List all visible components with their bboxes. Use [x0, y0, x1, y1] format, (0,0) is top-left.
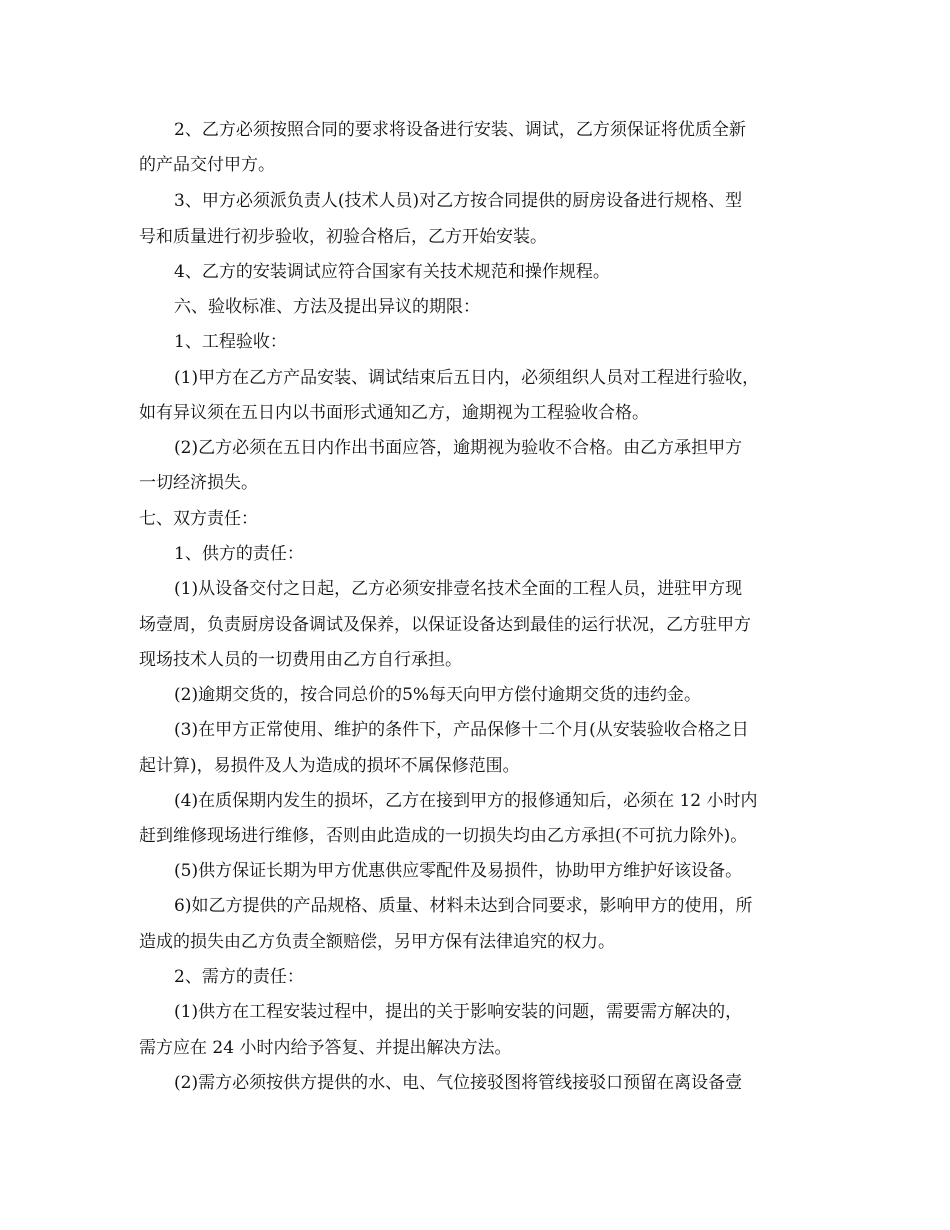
text-line: 需方应在 24 小时内给予答复、并提出解决方法。	[139, 1038, 512, 1058]
text-line: 号和质量进行初步验收，初验合格后，乙方开始安装。	[139, 227, 547, 247]
subsection-heading: 1、工程验收：	[174, 332, 287, 352]
text-line: 2、乙方必须按照合同的要求将设备进行安装、调试，乙方须保证将优质全新	[174, 120, 746, 140]
text-line: 场壹周，负责厨房设备调试及保养，以保证设备达到最佳的运行状况，乙方驻甲方	[139, 615, 751, 635]
subsection-heading: 1、供方的责任：	[174, 544, 304, 564]
text-line: 如有异议须在五日内以书面形式通知乙方，逾期视为工程验收合格。	[139, 403, 649, 423]
text-line: 起计算)，易损件及人为造成的损坏不属保修范围。	[139, 756, 520, 776]
section-heading: 六、验收标准、方法及提出异议的期限：	[174, 297, 480, 317]
text-line: (4)在质保期内发生的损坏，乙方在接到甲方的报修通知后，必须在 12 小时内	[174, 791, 758, 811]
text-line: 3、甲方必须派负责人(技术人员)对乙方按合同提供的厨房设备进行规格、型	[174, 191, 743, 211]
text-line: (5)供方保证长期为甲方优惠供应零配件及易损件，协助甲方维护好该设备。	[174, 861, 743, 881]
text-line: (3)在甲方正常使用、维护的条件下，产品保修十二个月(从安装验收合格之日	[174, 720, 749, 740]
text-line: 一切经济损失。	[139, 473, 258, 493]
text-line: 造成的损失由乙方负责全额赔偿，另甲方保有法律追究的权力。	[139, 932, 615, 952]
text-line: 的产品交付甲方。	[139, 155, 275, 175]
section-heading: 七、双方责任：	[139, 509, 258, 529]
text-line: (1)供方在工程安装过程中，提出的关于影响安装的问题，需要需方解决的，	[174, 1002, 743, 1022]
text-line: (2)逾期交货的，按合同总价的5%每天向甲方偿付逾期交货的违约金。	[174, 685, 702, 705]
text-line: 4、乙方的安装调试应符合国家有关技术规范和操作规程。	[174, 262, 610, 282]
text-line: (2)需方必须按供方提供的水、电、气位接驳图将管线接驳口预留在离设备壹	[174, 1073, 743, 1093]
text-line: (1)从设备交付之日起，乙方必须安排壹名技术全面的工程人员，进驻甲方现	[174, 579, 743, 599]
subsection-heading: 2、需方的责任：	[174, 967, 304, 987]
text-line: 现场技术人员的一切费用由乙方自行承担。	[139, 650, 462, 670]
text-line: 6)如乙方提供的产品规格、质量、材料未达到合同要求，影响甲方的使用，所	[174, 896, 753, 916]
text-line: (1)甲方在乙方产品安装、调试结束后五日内，必须组织人员对工程进行验收，	[174, 368, 760, 388]
text-line: (2)乙方必须在五日内作出书面应答，逾期视为验收不合格。由乙方承担甲方	[174, 438, 743, 458]
text-line: 赶到维修现场进行维修，否则由此造成的一切损失均由乙方承担(不可抗力除外)。	[139, 826, 748, 846]
